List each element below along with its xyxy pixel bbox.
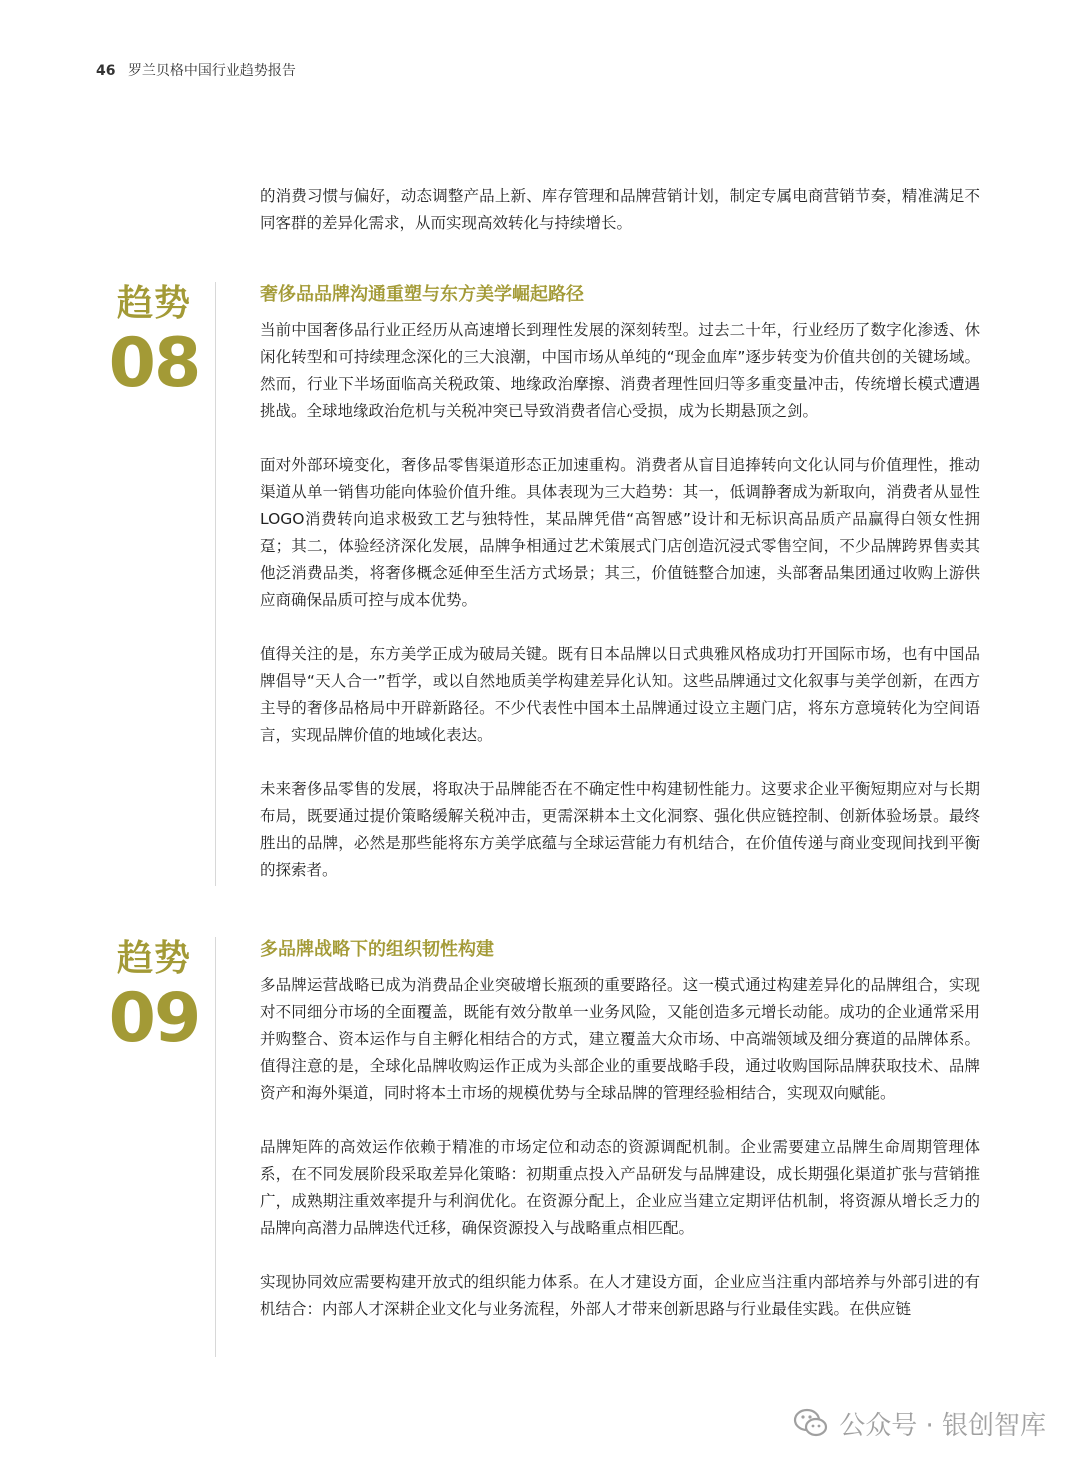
section-title: 多品牌战略下的组织韧性构建 [260,939,494,960]
trend-label-09 [106,937,202,1057]
paragraph: 多品牌运营战略已成为消费品企业突破增长瓶颈的重要路径。这一模式通过构建差异化的品牌组合，实现对不同细分市场的全面覆盖，既能有效分散单一业务风险，又能创造多元增长动能。成功的企业通常采用并购整合、资本运作与自主孵化相结合的方式，建立覆盖大众市场、中高端领域及细分赛道的品牌体系。值得注意的是，全球化品牌收购运作正成为头部企业的重要战略手段，通过收购国际品牌获取技术、品牌资产和海外渠道，同时将本土市场的规模优势与全球品牌的管理经验相结合，实现双向赋能。 [260,976,980,1102]
wechat-icon [791,1403,831,1443]
intro-paragraph: 的消费习惯与偏好，动态调整产品上新、库存管理和品牌营销计划，制定专属电商营销节奏，精准满足不同客群的差异化需求，从而实现高效转化与持续增长。 [260,187,980,232]
trend-word: 趋势 [116,938,191,979]
paragraph: 未来奢侈品零售的发展，将取决于品牌能否在不确定性中构建韧性能力。这要求企业平衡短期应对与长期布局，既要通过提价策略缓解关税冲击，更需深耕本土文化洞察、强化供应链控制、创新体验场景。最终胜出的品牌，必然是那些能将东方美学底蕴与全球运营能力有机结合，在价值传递与商业变现间找到平衡的探索者。 [260,780,980,879]
page-header [96,60,296,80]
paragraph: 值得关注的是，东方美学正成为破局关键。既有日本品牌以日式典雅风格成功打开国际市场，也有中国品牌倡导“天人合一”哲学，或以自然地质美学构建差异化认知。这些品牌通过文化叙事与美学创新，在西方主导的奢侈品格局中开辟新路径。不少代表性中国本土品牌通过设立主题门店，将东方意境转化为空间语言，实现品牌价值的地域化表达。 [260,645,980,744]
paragraph: 品牌矩阵的高效运作依赖于精准的市场定位和动态的资源调配机制。企业需要建立品牌生命周期管理体系，在不同发展阶段采取差异化策略：初期重点投入产品研发与品牌建设，成长期强化渠道扩张与营销推广，成熟期注重效率提升与利润优化。在资源分配上，企业应当建立定期评估机制，将资源从增长乏力的品牌向高潜力品牌迭代迁移，确保资源投入与战略重点相匹配。 [260,1138,980,1237]
section-divider-line [215,937,216,1357]
watermark-text: 公众号 · 银创智库 [839,1410,1046,1441]
trend-number: 08 [108,324,200,403]
trend-word: 趋势 [116,283,191,324]
paragraph: 当前中国奢侈品行业正经历从高速增长到理性发展的深刻转型。过去二十年，行业经历了数字化渗透、休闲化转型和可持续理念深化的三大浪潮，中国市场从单纯的“现金血库”逐步转变为价值共创的关键场域。然而，行业下半场面临高关税政策、地缘政治摩擦、消费者理性回归等多重变量冲击，传统增长模式遭遇挑战。全球地缘政治危机与关税冲突已导致消费者信心受损，成为长期悬顶之剑。 [260,321,980,420]
intro-paragraph-block [260,183,980,237]
paragraph: 实现协同效应需要构建开放式的组织能力体系。在人才建设方面，企业应当注重内部培养与外部引进的有机结合：内部人才深耕企业文化与业务流程，外部人才带来创新思路与行业最佳实践。在供应链 [260,1273,980,1318]
watermark [791,1403,1046,1443]
section-title: 奢侈品品牌沟通重塑与东方美学崛起路径 [260,284,584,305]
trend-content-09 [260,937,980,1323]
paragraph: 面对外部环境变化，奢侈品零售渠道形态正加速重构。消费者从盲目追捧转向文化认同与价值理性，推动渠道从单一销售功能向体验价值升维。具体表现为三大趋势：其一，低调静奢成为新取向，消费者从显性LOGO消费转向追求极致工艺与独特性，某品牌凭借“高智感”设计和无标识高品质产品赢得白领女性拥趸；其二，体验经济深化发展，品牌争相通过艺术策展式门店创造沉浸式零售空间，不少品牌跨界售卖其他泛消费品类，将奢侈概念延伸至生活方式场景；其三，价值链整合加速，头部奢品集团通过收购上游供应商确保品质可控与成本优势。 [260,456,980,609]
trend-label-08 [106,282,202,402]
report-title: 罗兰贝格中国行业趋势报告 [127,63,296,79]
page-number: 46 [96,63,116,79]
trend-content-08 [260,282,980,884]
trend-number: 09 [108,979,200,1058]
section-divider-line [215,282,216,886]
